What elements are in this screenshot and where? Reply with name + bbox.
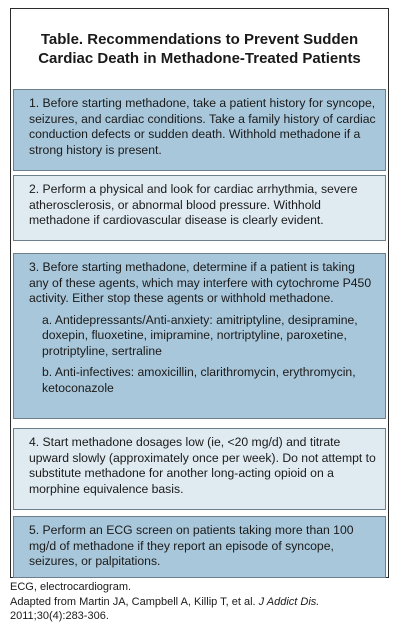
row-text: 3. Before starting methadone, determine if a patient is taking any of these agents, which may interfere with cytochrome P450 activity. Either stop these agents or withhold methadone. [29, 260, 372, 305]
row-text: 1. Before starting methadone, take a patient history for syncope, seizures, and cardiac conditions. Take a family history of cardiac conduction defects or sudden death. Withhold methadone if a strong history is present. [29, 96, 376, 157]
row-subitem-a: a. Antidepressants/Anti-anxiety: amitriptyline, desipramine, doxepin, fluoxetine, imipramine, nortriptyline, paroxetine, protriptyline, sertraline [42, 312, 358, 358]
table-row [13, 175, 386, 241]
source-citation [10, 595, 395, 610]
abbreviation-note: ECG, electrocardiogram. [10, 581, 132, 593]
citation-journal: J Addict Dis. [258, 595, 320, 608]
row-text: 2. Perform a physical and look for cardiac arrhythmia, severe atherosclerosis, or abnormal blood pressure. Withhold methadone if cardiovascular disease is clearly evident. [29, 182, 358, 227]
table-row [13, 253, 386, 419]
table-title: Table. Recommendations to Prevent Sudden Cardiac Death in Methadone-Treated Patients [38, 31, 361, 67]
row-subitem-b: b. Anti-infectives: amoxicillin, clarithromycin, erythromycin, ketoconazole [42, 365, 356, 395]
table-row [13, 89, 386, 171]
row-text: 4. Start methadone dosages low (ie, <20 mg/d) and titrate upward slowly (approximately once per week). Do not attempt to substitute methadone for another long-acting opioid on a morphine equivalence basis. [29, 435, 376, 496]
table-row [13, 516, 386, 578]
table-row [13, 428, 386, 510]
citation-volume: 2011;30(4):283-306. [10, 610, 109, 622]
citation-authors: Adapted from Martin JA, Campbell A, Killip T, et al. [10, 595, 259, 608]
row-text: 5. Perform an ECG screen on patients taking more than 100 mg/d of methadone if they report an episode of syncope, seizures, or palpitations. [29, 523, 354, 568]
footnotes [10, 580, 395, 624]
recommendations-table [10, 8, 389, 578]
